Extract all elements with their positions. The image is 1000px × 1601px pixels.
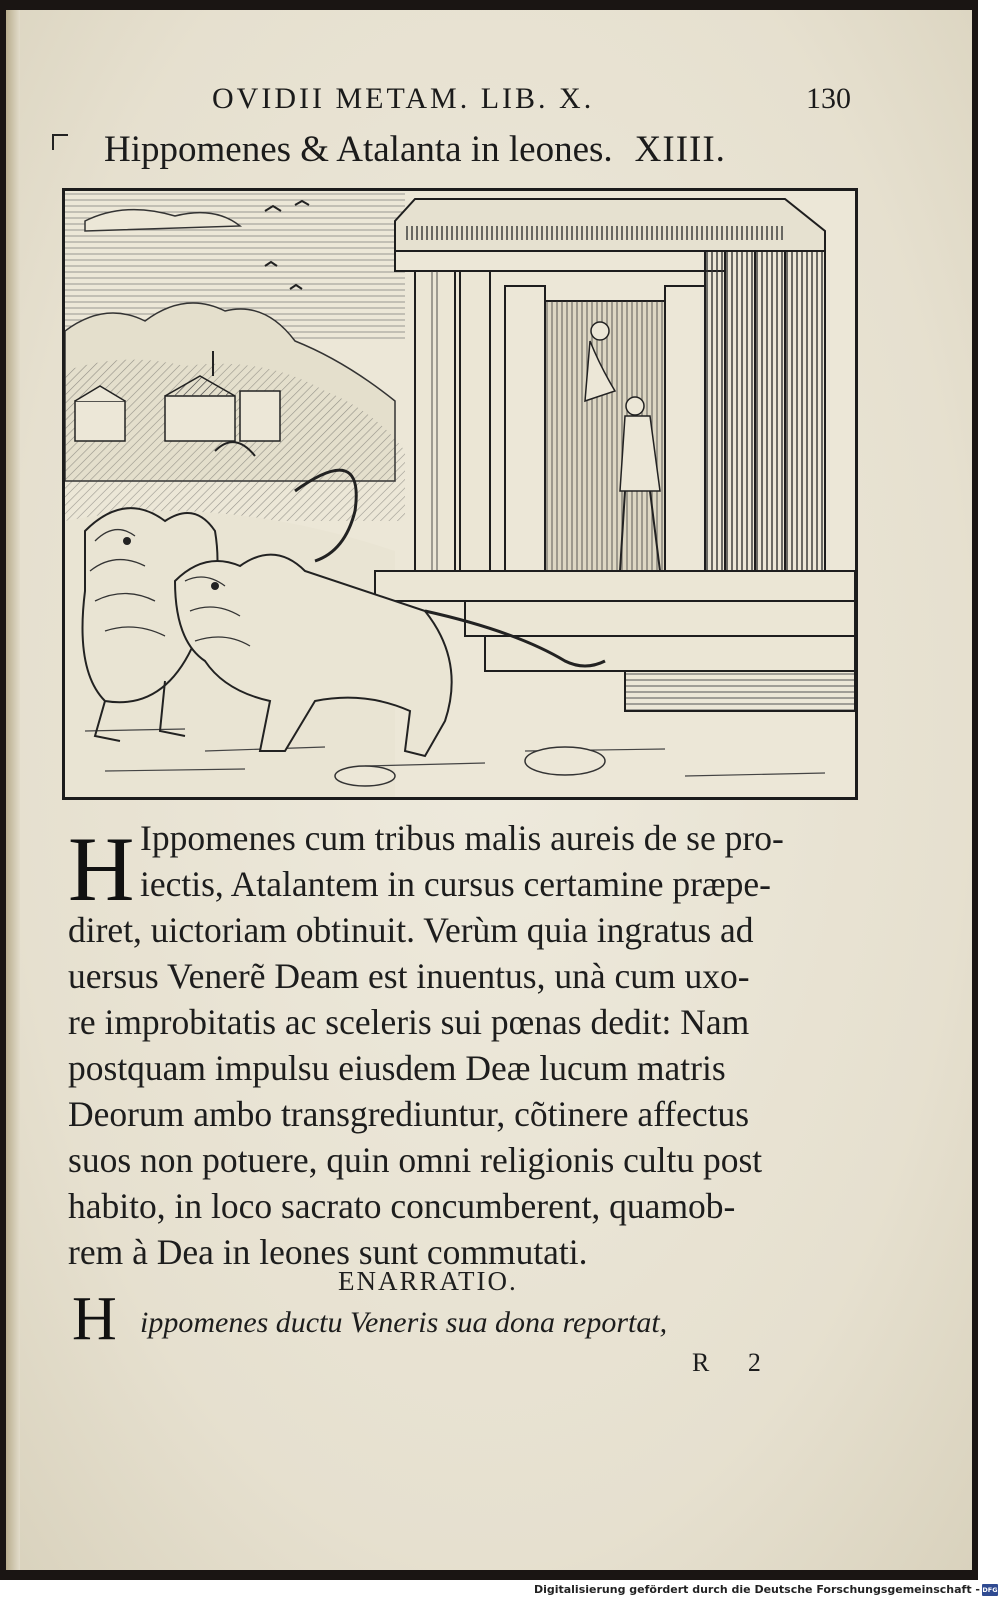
body-line: postquam impulsu eiusdem Deæ lucum matris [68,1048,726,1088]
body-line: suos non potuere, quin omni religionis cultu post [68,1140,763,1180]
page-number: 130 [806,82,851,115]
body-line: re improbitatis ac sceleris sui pœnas dedit: Nam [68,1002,750,1042]
footer-credit-bar [0,1580,1000,1601]
credit-text: Digitalisierung gefördert durch die Deutsche Forschungsgemeinschaft - [533,1583,980,1596]
dfg-logo-icon: DFG [982,1586,998,1594]
woodcut-lions-temple-illustration [65,191,855,797]
chapter-number: XIIII. [634,129,726,170]
enarratio-heading: ENARRATIO. [338,1266,518,1296]
chapter-title [104,128,726,171]
body-line: Ippomenes cum tribus malis aureis de se pro- [140,818,784,858]
body-paragraph [68,815,868,1275]
body-line: diret, uictoriam obtinuit. Verùm quia ingratus ad [68,910,754,950]
body-line: rem à Dea in leones sunt commutati. [68,1232,588,1272]
woodcut-illustration [62,188,858,800]
enarratio-drop-cap: H [72,1285,117,1353]
paragraph-mark-icon [52,134,68,150]
running-title: OVIDII METAM. LIB. X. [212,82,595,115]
enarratio-text: ippomenes ductu Veneris sua dona reportat, [140,1306,668,1339]
body-line: habito, in loco sacrato concumberent, quamob- [68,1186,736,1226]
signature-mark: R 2 [692,1348,777,1377]
body-line: Deorum ambo transgrediuntur, cõtinere affectus [68,1094,750,1134]
drop-cap: H [68,818,135,920]
running-head [0,82,1000,122]
page-gutter-edge [6,10,20,1570]
chapter-title-text: Hippomenes & Atalanta in leones. [104,129,613,170]
body-line: iectis, Atalantem in cursus certamine præpe- [140,864,771,904]
body-line: uersus Venerẽ Deam est inuentus, unà cum uxo- [68,956,750,996]
